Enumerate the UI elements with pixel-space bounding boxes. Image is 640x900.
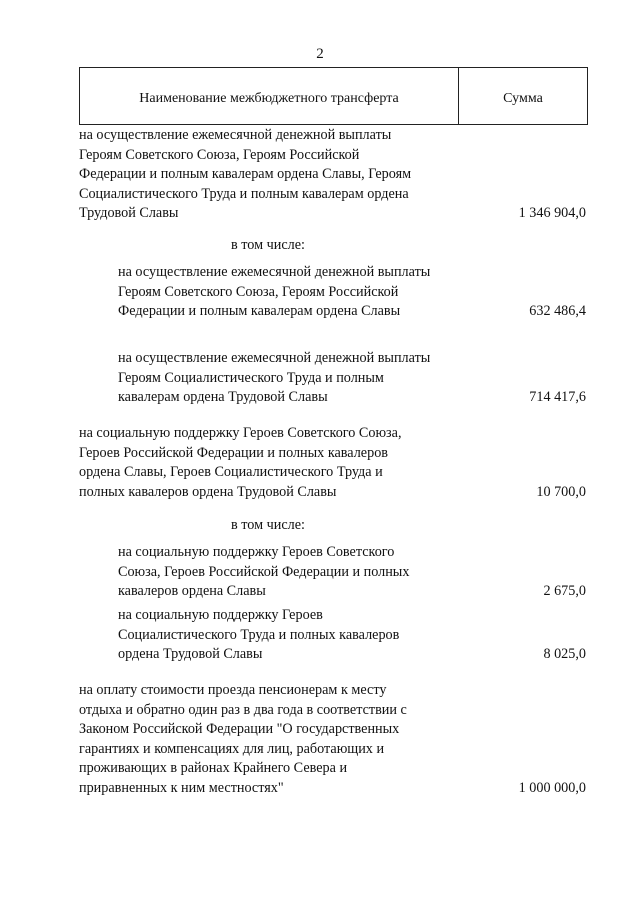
row-line: Героям Социалистического Труда и полным bbox=[118, 369, 384, 386]
row-amount: 1 000 000,0 bbox=[518, 779, 586, 796]
table-row bbox=[118, 543, 588, 602]
row-description bbox=[79, 126, 588, 224]
table-row bbox=[79, 681, 588, 799]
row-line: гарантиях и компенсациях для лиц, работающих и bbox=[79, 740, 385, 757]
row-line: ордена Славы, Героев Социалистического Труда и bbox=[79, 464, 383, 481]
row-line: на социальную поддержку Героев Советского bbox=[118, 544, 395, 560]
row-amount: 8 025,0 bbox=[543, 646, 586, 663]
row-line: Героям Советского Союза, Героям Российской bbox=[118, 283, 399, 300]
row-line: ордена Трудовой Славы bbox=[118, 646, 263, 663]
row-line: на осуществление ежемесячной денежной выплаты bbox=[118, 350, 431, 366]
row-line: кавалерам ордена Трудовой Славы bbox=[118, 389, 328, 406]
row-description bbox=[79, 424, 588, 502]
table-row bbox=[118, 606, 588, 665]
row-line: проживающих в районах Крайнего Севера и bbox=[79, 760, 348, 777]
row-line: Союза, Героев Российской Федерации и полных bbox=[118, 563, 410, 580]
row-line: Героев Российской Федерации и полных кавалеров bbox=[79, 444, 388, 461]
row-line: Трудовой Славы bbox=[79, 205, 179, 222]
row-description bbox=[118, 263, 588, 322]
row-line: на оплату стоимости проезда пенсионерам к месту bbox=[79, 682, 387, 698]
row-amount: 632 486,4 bbox=[529, 303, 586, 320]
row-description bbox=[118, 349, 588, 408]
row-description bbox=[118, 606, 588, 665]
including-label: в том числе: bbox=[231, 237, 305, 253]
row-line: на осуществление ежемесячной денежной выплаты bbox=[79, 127, 392, 143]
header-name-column: Наименование межбюджетного трансферта bbox=[80, 68, 459, 124]
row-line: на социальную поддержку Героев bbox=[118, 607, 323, 623]
table-row bbox=[118, 263, 588, 322]
row-amount: 10 700,0 bbox=[536, 483, 586, 500]
table-row bbox=[118, 349, 588, 408]
row-line: Социалистического Труда и полных кавалеров bbox=[118, 626, 400, 643]
table-header bbox=[79, 67, 588, 125]
row-line: полных кавалеров ордена Трудовой Славы bbox=[79, 483, 337, 500]
row-line: Федерации и полным кавалерам ордена Славы, Героям bbox=[79, 166, 412, 183]
including-label: в том числе: bbox=[231, 517, 305, 533]
row-amount: 2 675,0 bbox=[543, 583, 586, 600]
row-line: Героям Советского Союза, Героям Российской bbox=[79, 146, 360, 163]
page-number: 2 bbox=[316, 46, 324, 62]
row-line: на осуществление ежемесячной денежной выплаты bbox=[118, 264, 431, 280]
row-line: кавалеров ордена Славы bbox=[118, 583, 266, 600]
row-amount: 1 346 904,0 bbox=[518, 205, 586, 222]
row-line: на социальную поддержку Героев Советского Союза, bbox=[79, 425, 402, 441]
row-line: Законом Российской Федерации "О государственных bbox=[79, 721, 400, 738]
table-row bbox=[79, 424, 588, 502]
row-line: приравненных к ним местностях" bbox=[79, 779, 284, 796]
row-line: Федерации и полным кавалерам ордена Славы bbox=[118, 303, 401, 320]
header-sum-column: Сумма bbox=[503, 91, 543, 106]
row-description bbox=[118, 543, 588, 602]
table-row bbox=[79, 126, 588, 224]
row-amount: 714 417,6 bbox=[529, 389, 586, 406]
row-description bbox=[79, 681, 588, 799]
row-line: Социалистического Труда и полным кавалерам ордена bbox=[79, 185, 409, 202]
row-line: отдыха и обратно один раз в два года в соответствии с bbox=[79, 701, 407, 718]
